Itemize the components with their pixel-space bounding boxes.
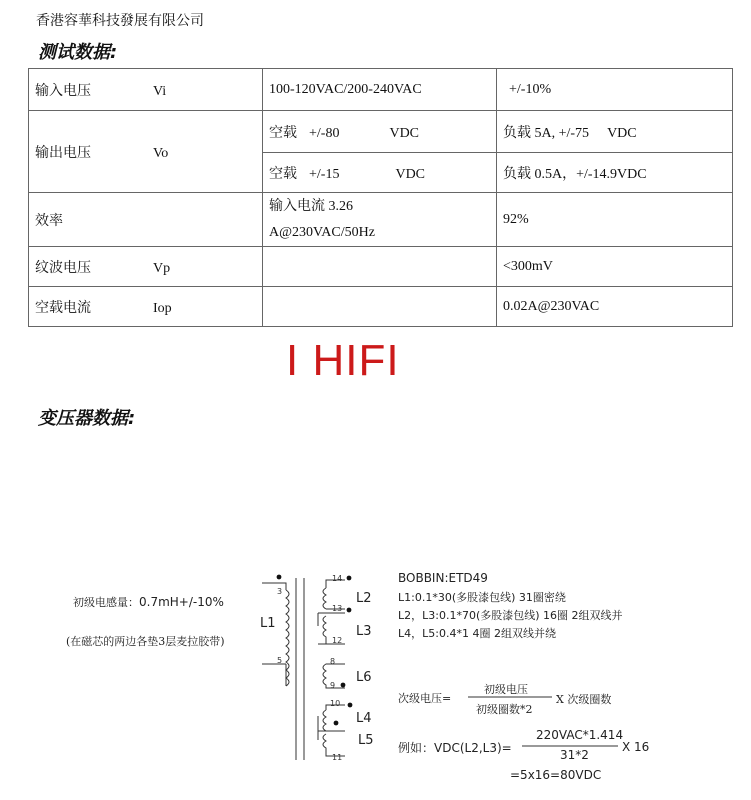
noload-label: 空载 [269,125,297,141]
label-output-voltage: 输出电压 [35,145,91,161]
winding-L4: L4 [356,711,372,726]
label-noload-current: 空载电流 [35,300,91,316]
label-input-voltage: 输入电压 [35,83,91,99]
example-result: =5x16=80VDC [510,768,602,782]
coil-L4 [323,710,326,731]
unit: VDC [389,125,420,141]
cell-label [29,287,263,327]
tolerance-value: +/-10% [509,81,552,97]
coil-L2 [323,588,326,609]
dot-pin14 [347,576,352,581]
formula-numerator: 初级电压 [484,683,528,696]
cell-label [29,247,263,287]
load-voltage: 负载 5A, +/-75 [503,125,590,141]
primary-lead-bottom [262,664,286,686]
cell-load-5a [497,111,733,153]
dot-pin10 [348,703,353,708]
label-ripple: 纹波电压 [35,260,91,276]
cell-ripple-value: <300mV [497,247,733,287]
cell-label [29,69,263,111]
bobbin-spec: BOBBIN:ETD49 [398,571,488,585]
cell-label [29,111,263,193]
cell-load-05a: 负载 0.5A，+/-14.9VDC [497,153,733,193]
pin-11: 11 [332,753,343,762]
symbol-vi: Vi [153,83,167,99]
primary-lead-top [262,583,286,590]
primary-coil-L1 [286,590,289,686]
pin-13: 13 [332,604,343,613]
cell-noload-current-value: 0.02A@230VAC [497,287,733,327]
row-efficiency [29,193,733,247]
row-output-voltage-1 [29,111,733,153]
row-ripple [29,247,733,287]
cell-empty [263,247,497,287]
cell-efficiency-value: 92% [497,193,733,247]
spec-L2-L3: L2，L3:0.1*70(多股漆包线) 16圈 2组双线并 [398,609,623,622]
example-lhs: 例如：VDC(L2,L3)= [398,741,512,755]
company-name: 香港容華科技發展有限公司 [36,13,204,29]
winding-L2: L2 [356,591,372,606]
winding-L3: L3 [356,624,372,639]
cell-label: 效率 [29,193,263,247]
pin-8: 8 [330,657,336,666]
pin-9: 9 [330,681,336,690]
formula-denominator: 初级圈数*2 [476,703,533,716]
primary-inductance-value: 0.7mH+/-10% [139,595,224,609]
pin-12: 12 [332,636,343,645]
dot-pin13 [347,608,352,613]
primary-note: (在磁芯的两边各垫3层麦拉胶带) [66,635,225,648]
example-numerator: 220VAC*1.414 [536,728,624,742]
cell-input-current [263,193,497,247]
pin-3: 3 [277,587,283,596]
test-data-heading: 测试数据: [38,42,118,63]
winding-L5: L5 [358,733,374,748]
coil-L3 [318,613,326,644]
row-input-voltage [29,69,733,111]
example-multiplier: X 16 [622,740,650,754]
cell-tolerance [497,69,733,111]
unit: VDC [395,166,426,182]
cell-value: 100-120VAC/200-240VAC [263,69,497,111]
primary-inductance-label: 初级电感量： [73,596,139,609]
winding-L6: L6 [356,670,372,685]
unit: VDC [607,125,637,141]
noload-voltage: +/-80 [309,125,340,141]
symbol-vo: Vo [153,145,169,161]
spec-L4-L5: L4，L5:0.4*1 4圈 2组双线并绕 [398,627,556,640]
test-data-table [28,68,733,327]
cell-noload-15 [263,153,497,193]
row-noload-current [29,287,733,327]
symbol-iop: Iop [153,300,172,316]
input-current-line2: A@230VAC/50Hz [269,224,375,240]
spec-L1: L1:0.1*30(多股漆包线) 31圈密绕 [398,591,566,604]
input-current-line1: 输入电流 3.26 [269,198,353,214]
formula-lhs: 次级电压= [398,692,452,705]
pin-14: 14 [332,574,343,583]
watermark: I HIFI [286,336,400,385]
winding-L1: L1 [260,616,276,631]
noload-voltage: +/-15 [309,166,340,182]
transformer-data-heading: 变压器数据: [38,408,136,429]
pin-5: 5 [277,656,283,665]
dot-primary [277,575,282,580]
formula-multiplier: X 次级圈数 [556,693,612,706]
dot-pin9 [341,683,346,688]
dot-L4 [334,721,339,726]
cell-noload-80 [263,111,497,153]
cell-empty [263,287,497,327]
example-denominator: 31*2 [560,748,589,762]
symbol-vp: Vp [153,260,171,276]
bridge-45 [318,716,345,740]
pin-10: 10 [330,699,341,708]
primary-inductance [73,594,224,610]
noload-label: 空载 [269,166,297,182]
